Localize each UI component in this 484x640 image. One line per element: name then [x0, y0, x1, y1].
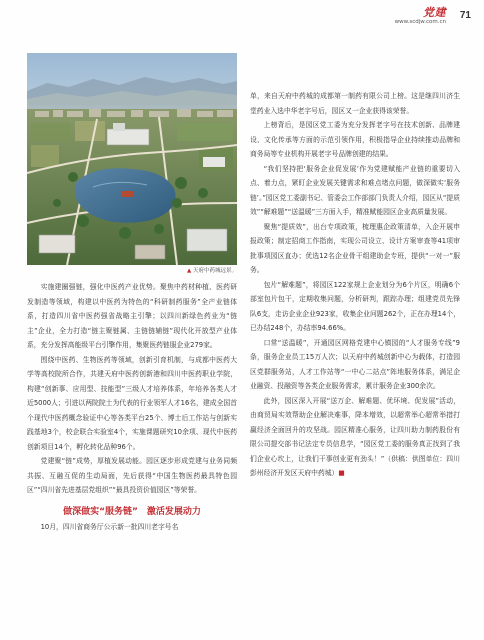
page-number: 71	[459, 10, 471, 21]
article-right-column	[250, 89, 460, 481]
caption-marker-icon: ▲	[187, 268, 192, 274]
article-paragraph	[250, 394, 460, 481]
end-mark-icon: ■	[338, 469, 345, 477]
caption-text: 天府中药城远景。	[192, 268, 237, 274]
article-left-column	[27, 280, 237, 534]
masthead	[356, 7, 446, 26]
magazine-logo: 党建	[423, 6, 446, 19]
article-paragraph: 党建聚“链”成势，厚植发展动能。园区逐步形成党建与业务同频共振、互融互促的生动局面，先后获得“中国生物医药最具特色园区”“四川省先进基层党组织”“最具投资价值园区”等荣誉。	[27, 457, 237, 494]
article-paragraph: 上榜背后，是园区党工委为充分发挥老字号在技术创新、品牌建设、文化传承等方面的示范引领作用，积极指导企业持续推动品牌和商务局等专业机构开展老字号品牌创建的结果。	[250, 121, 460, 158]
article-paragraph-continued: 单，来自天府中药城的成都第一制药有限公司上榜。这是继四川济生堂药业入选中华老字号后，园区又一企业获得该荣誉。	[250, 92, 460, 115]
article-paragraph: 实施建圈强链，强化中医药产业优势。聚焦中药材种植、医药研发制造等领域，构建以中医药为特色的“科研制药服务”全产业链体系，打造四川省中医药强省战略主引擎；以四川新绿色药业为“链主”企业，全力打造“链主聚链属、主链链辅链”现代化开放型产业体系，充分发挥高能级平台引擎作用，集聚医药链服企业279家。	[27, 283, 237, 349]
photo-caption	[27, 267, 237, 275]
article-final-text: 此外，园区深入开展“送万企、解难题、优环境、促发展”活动，由商贸局实效帮助企业解决难事，降本增效，以超常举心超常举措打赢经济全面回升的攻坚战。园区精准心服务，让四川助力制药股份有限公司提交部书记法定专员信息学，“园区党工委的服务真正找到了我们企业心坎上，让我们干事创业更有劲头！”（供稿：供图单位：四川彭州经济开发区天府中药城）	[250, 396, 460, 477]
article-paragraph: 口常“送温暖”，开通园区网格党建中心镇园的“人才服务专线”9条，服务企业员工15万人次；以天府中药城创新中心为载体，打造园区党群服务站，人才工作站等“一中心二站点”阵地服务体系，满足企业融资、投融资等各类企业服务需求，累计服务企业300余次。	[250, 338, 460, 390]
article-paragraph: 围绕中医药、生物医药等领域，创新引育机制，与成都中医药大学等高校院所合作，共建天府中医药创新港和四川中医药职业学院，构建“创新事、应用型、技能型”三级人才培养体系，年培养各类人才近5000人；引进以两院院士为代表的行业领军人才16名，建成全国首个现代中医药概念验证中心等各类平台25个、博士后工作站与创新实践基地3个，校企联合实验室4个，实施课题研究10余项、现代中医药创新项目14个，孵化转化品种96个。	[27, 355, 237, 451]
article-paragraph: “我们坚持把‘服务企业促发展’作为党建赋能产业链的重要切入点、着力点，紧盯企业发展关键需求和难点堵点问题，做深做实‘服务链’。”园区党工委副书记、管委会工作部部门负责人介绍，园区从“提质效”“解难题”“送温暖”三方面入手，精准赋能园区企业高质量发展。	[250, 164, 460, 216]
article-paragraph: 10月，四川省商务厅公示新一批四川老字号名	[40, 522, 179, 531]
magazine-url: www.scdjw.com.cn	[394, 19, 446, 25]
aerial-photo-illustration	[27, 53, 237, 265]
section-heading: 做深做实“服务链” 激活发展动力	[63, 506, 201, 517]
article-paragraph: 聚焦“提质效”，出台专项政策，梳理惠企政策清单，入企开展申报政策；制定招商工作指南，实现公司设立、设计方案审查等41项审批事项园区直办；优选12名企业骨干组建助企专班，提供“一对一”服务。	[250, 222, 460, 274]
aerial-photo	[27, 53, 237, 265]
article-paragraph: 包片“解难题”，将园区122家规上企业划分为6个片区，明确6个部室包片包干，定期收集问题，分析研判，跟踪办理；组建党员先锋队6支，走访企业企业923家，收集企业问题262个，正在办理14个，已办结248个，办结率94.66%。	[250, 280, 460, 332]
